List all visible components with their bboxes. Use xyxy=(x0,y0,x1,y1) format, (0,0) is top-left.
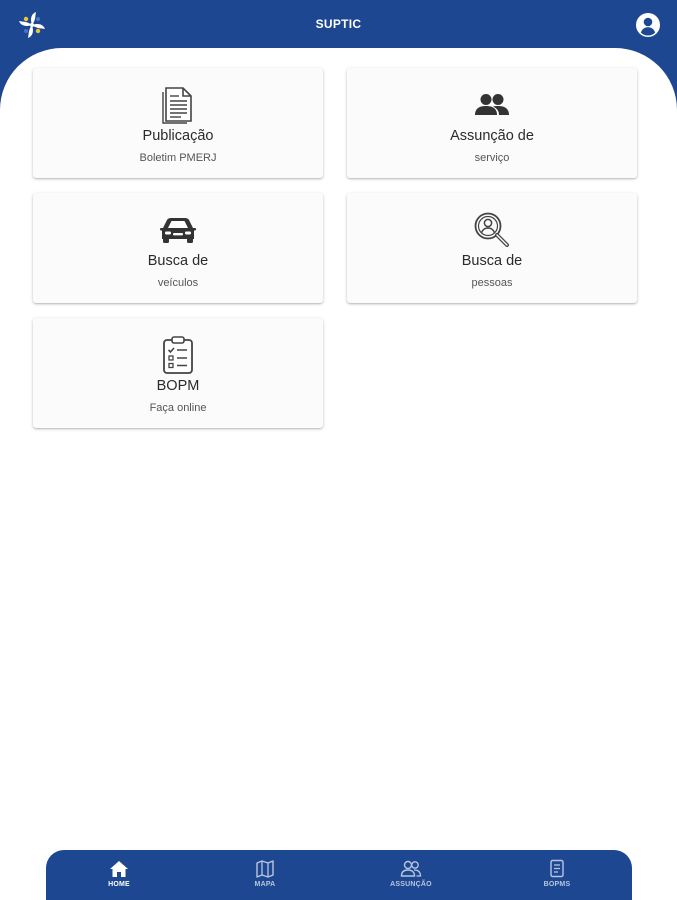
map-icon xyxy=(255,859,275,879)
card-bopm[interactable] xyxy=(33,318,323,428)
card-busca-veiculos[interactable] xyxy=(33,193,323,303)
card-subtitle: Boletim PMERJ xyxy=(139,152,217,164)
nav-label: HOME xyxy=(108,881,130,888)
card-title: Publicação xyxy=(142,128,214,144)
card-assuncao-servico[interactable] xyxy=(347,68,637,178)
card-subtitle: pessoas xyxy=(471,277,513,289)
card-subtitle: serviço xyxy=(474,152,510,164)
card-title: Assunção de xyxy=(450,128,534,144)
car-icon xyxy=(159,216,197,244)
nav-bopms[interactable] xyxy=(484,850,630,900)
card-publicacao[interactable] xyxy=(33,68,323,178)
people-icon xyxy=(475,92,509,118)
card-title: Busca de xyxy=(461,253,523,269)
home-icon xyxy=(109,859,129,879)
clipboard-checklist-icon xyxy=(162,336,194,374)
person-search-icon xyxy=(473,211,511,249)
account-circle-icon[interactable] xyxy=(635,12,661,38)
nav-home[interactable] xyxy=(46,850,192,900)
card-title: Busca de xyxy=(147,253,209,269)
card-busca-pessoas[interactable] xyxy=(347,193,637,303)
card-subtitle: veículos xyxy=(157,277,199,289)
nav-mapa[interactable] xyxy=(192,850,338,900)
nav-assuncao[interactable] xyxy=(338,850,484,900)
app-title: SUPTIC xyxy=(315,17,362,31)
people-outline-icon xyxy=(400,859,422,879)
content-sheet xyxy=(0,48,677,900)
bottom-navigation xyxy=(46,850,632,900)
nav-label: MAPA xyxy=(254,881,276,888)
top-app-bar xyxy=(0,0,677,52)
card-title: BOPM xyxy=(156,378,200,394)
document-icon xyxy=(161,86,195,124)
nav-label: ASSUNÇÃO xyxy=(390,881,432,888)
card-subtitle: Faça online xyxy=(149,402,207,414)
report-icon xyxy=(549,859,565,879)
nav-label: BOPMS xyxy=(543,881,571,888)
